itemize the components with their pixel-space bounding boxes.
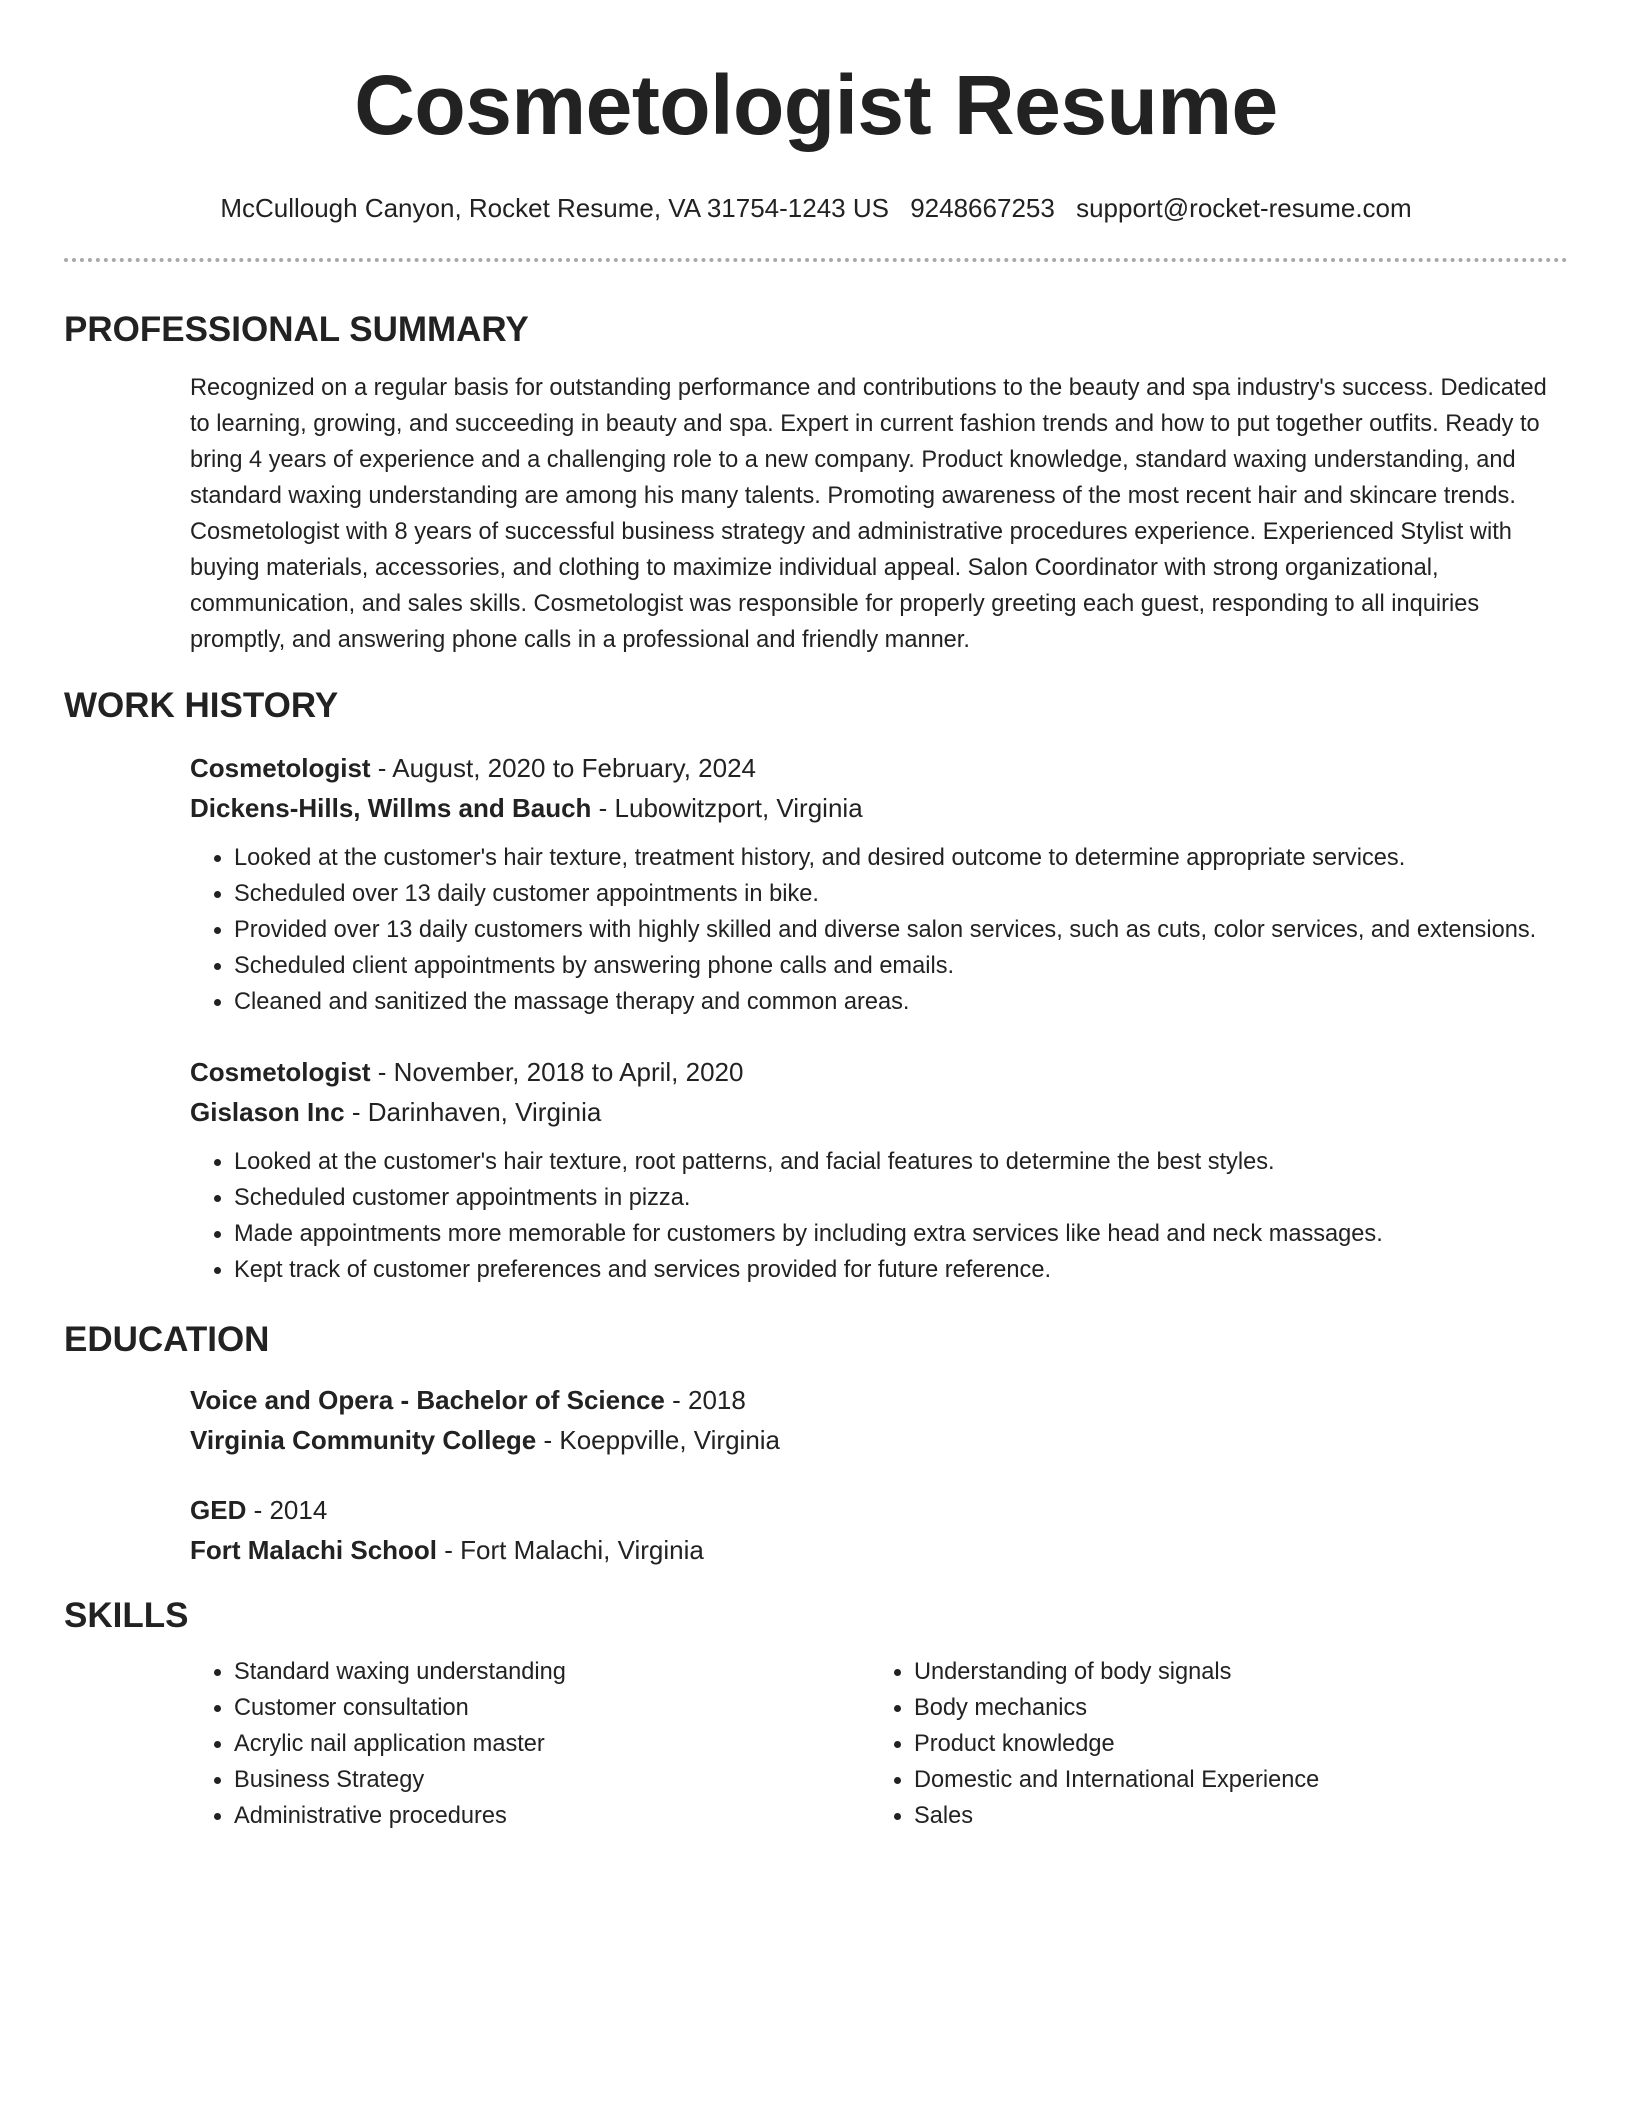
- education-entry: [190, 1490, 1568, 1570]
- contact-email: support@rocket-resume.com: [1076, 193, 1412, 223]
- skill-item: • Customer consultation: [234, 1690, 870, 1726]
- header-divider: [64, 258, 1568, 262]
- work-history-heading: WORK HISTORY: [64, 686, 339, 725]
- skills-heading: SKILLS: [64, 1596, 189, 1635]
- education-school: Fort Malachi School: [190, 1535, 438, 1565]
- job-duty: • Made appointments more memorable for customers by including extra services like head and neck massages.: [234, 1216, 1568, 1252]
- job-title: Cosmetologist: [190, 1057, 371, 1087]
- education-heading: EDUCATION: [64, 1320, 270, 1359]
- contact-info: [64, 190, 1568, 226]
- education-degree-line: [190, 1490, 1568, 1530]
- contact-phone: 9248667253: [910, 193, 1055, 223]
- education-school-line: [190, 1420, 1568, 1460]
- job-company-line: [190, 1092, 1568, 1132]
- skill-item: • Body mechanics: [914, 1690, 1550, 1726]
- job-duty: • Scheduled over 13 daily customer appointments in bike.: [234, 876, 1568, 912]
- education-degree-line: [190, 1380, 1568, 1420]
- skills-columns: [190, 1654, 1568, 1834]
- job-title-line: [190, 1052, 1568, 1092]
- job-entry: [190, 1052, 1568, 1288]
- job-duty: • Looked at the customer's hair texture, treatment history, and desired outcome to determine appropriate services.: [234, 840, 1568, 876]
- education-school-line: [190, 1530, 1568, 1570]
- job-company: Dickens-Hills, Willms and Bauch: [190, 793, 592, 823]
- education-degree: Voice and Opera - Bachelor of Science: [190, 1385, 665, 1415]
- job-dates: - August, 2020 to February, 2024: [370, 753, 757, 783]
- job-duty: • Scheduled client appointments by answering phone calls and emails.: [234, 948, 1568, 984]
- education-entry: [190, 1380, 1568, 1460]
- education-year: - 2014: [246, 1495, 328, 1525]
- summary-heading: PROFESSIONAL SUMMARY: [64, 310, 529, 349]
- skill-item: • Sales: [914, 1798, 1550, 1834]
- skill-item: • Acrylic nail application master: [234, 1726, 870, 1762]
- skill-item: • Understanding of body signals: [914, 1654, 1550, 1690]
- page-title: Cosmetologist Resume: [354, 58, 1278, 152]
- job-company-line: [190, 788, 1568, 828]
- job-location: - Darinhaven, Virginia: [344, 1097, 602, 1127]
- job-entry: [190, 748, 1568, 1020]
- job-title: Cosmetologist: [190, 753, 371, 783]
- skill-item: • Domestic and International Experience: [914, 1762, 1550, 1798]
- job-duties-list: [190, 840, 1568, 1020]
- education-location: - Koeppville, Virginia: [536, 1425, 781, 1455]
- job-duty: • Looked at the customer's hair texture, root patterns, and facial features to determine the best styles.: [234, 1144, 1568, 1180]
- job-location: - Lubowitzport, Virginia: [591, 793, 863, 823]
- contact-address: McCullough Canyon, Rocket Resume, VA 31754-1243 US: [220, 193, 889, 223]
- job-duty: • Scheduled customer appointments in pizza.: [234, 1180, 1568, 1216]
- job-duty: • Cleaned and sanitized the massage therapy and common areas.: [234, 984, 1568, 1020]
- job-duty: • Kept track of customer preferences and services provided for future reference.: [234, 1252, 1568, 1288]
- job-title-line: [190, 748, 1568, 788]
- skill-item: • Administrative procedures: [234, 1798, 870, 1834]
- skill-item: • Standard waxing understanding: [234, 1654, 870, 1690]
- job-dates: - November, 2018 to April, 2020: [370, 1057, 744, 1087]
- education-location: - Fort Malachi, Virginia: [437, 1535, 704, 1565]
- skill-item: • Product knowledge: [914, 1726, 1550, 1762]
- job-company: Gislason Inc: [190, 1097, 345, 1127]
- skill-item: • Business Strategy: [234, 1762, 870, 1798]
- summary-text: Recognized on a regular basis for outstanding performance and contributions to the beauty and spa industry's success. Dedicated to learning, growing, and succeeding in beauty and spa. Expert in current fashion trends and how to put together outfits. Ready to bring 4 years of experience and a challenging role to a new company. Product knowledge, standard waxing understanding, and standard waxing understanding are among his many talents. Promoting awareness of the most recent hair and skincare trends. Cosmetologist with 8 years of successful business strategy and administrative procedures experience. Experienced Stylist with buying materials, accessories, and clothing to maximize individual appeal. Salon Coordinator with strong organizational, communication, and sales skills. Cosmetologist was responsible for properly greeting each guest, responding to all inquiries promptly, and answering phone calls in a professional and friendly manner.: [190, 375, 1547, 653]
- education-school: Virginia Community College: [190, 1425, 537, 1455]
- job-duties-list: [190, 1144, 1568, 1288]
- education-degree: GED: [190, 1495, 247, 1525]
- education-year: - 2018: [664, 1385, 746, 1415]
- job-duty: • Provided over 13 daily customers with highly skilled and diverse salon services, such as cuts, color services, and extensions.: [234, 912, 1568, 948]
- resume-page: [64, 0, 1568, 1834]
- skills-list-right: [870, 1654, 1550, 1834]
- skills-list-left: [190, 1654, 870, 1834]
